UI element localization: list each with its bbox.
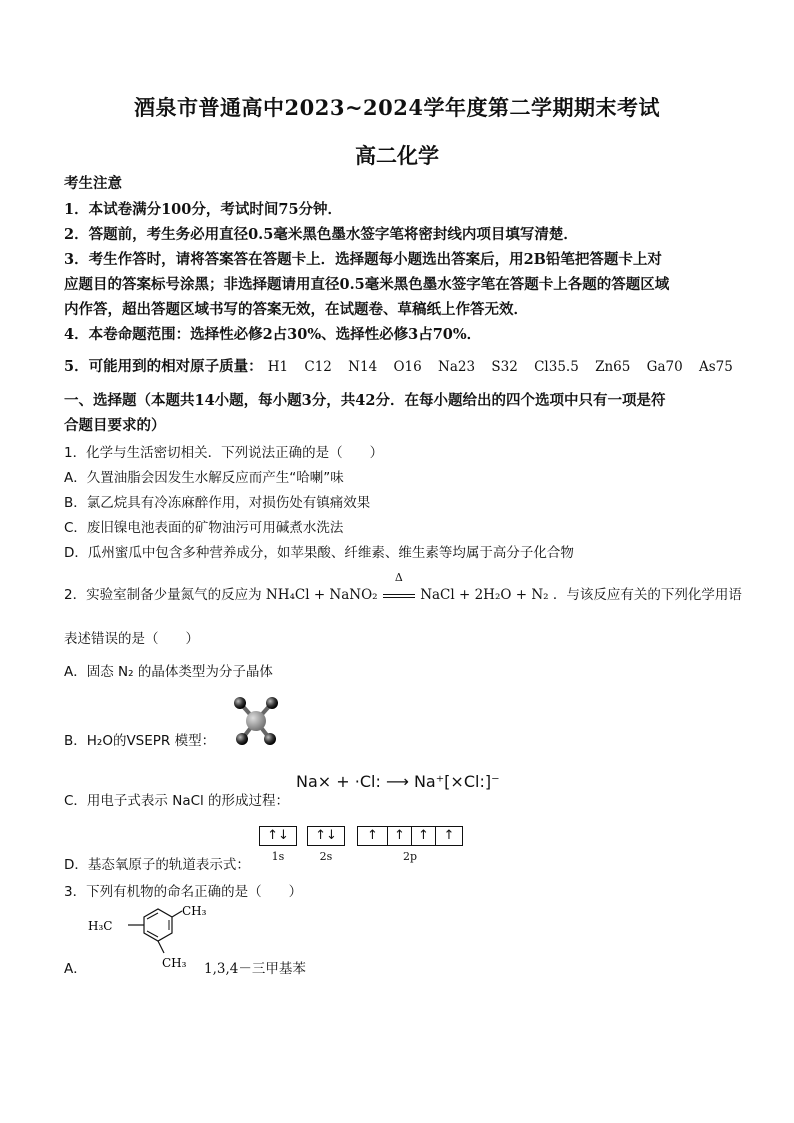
orbital-2s-label: 2s [319,850,333,863]
q3-stem: 3．下列有机物的命名正确的是（ ） [64,884,303,900]
atomic-mass-label: 5．可能用到的相对原子质量： [64,358,263,375]
q1-option-a: A．久置油脂会因发生水解反应而产生“哈喇”味 [64,470,344,486]
orbital-diagram [257,826,467,870]
q2-stem-cont: 表述错误的是（ ） [64,631,199,647]
trimethylbenzene-structure [86,905,216,975]
atom-na: Na23 [438,359,476,375]
notice-item-3-cont2: 内作答，超出答题区域书写的答案无效，在试题卷、草稿纸上作答无效． [64,301,528,318]
substituent-ch3-bottom: CH₃ [162,956,187,970]
orbital-2s-electrons: ↑↓ [315,828,337,843]
atom-c: C12 [304,359,332,375]
notice-item-1: 1．本试卷满分100分，考试时间75分钟． [64,201,343,218]
notice-item-3: 3．考生作答时，请将答案答在答题卡上．选择题每小题选出答案后，用2B铅笔把答题卡上对 [64,251,662,268]
vsepr-model-image [230,695,282,747]
section-heading: 一、选择题（本题共14小题，每小题3分，共42分．在每小题给出的四个选项中只有一项是符 [64,392,666,409]
orbital-1s-electrons: ↑↓ [267,828,289,843]
exam-title: 酒泉市普通高中2023~2024学年度第二学期期末考试 [134,95,660,120]
q1-stem: 1．化学与生活密切相关．下列说法正确的是（ ） [64,445,384,461]
orbital-2s-box [307,826,345,846]
notice-item-5 [64,355,745,376]
q3-option-a-label: A． [64,961,87,977]
nacl-electron-formula: Na× + ·Cl: ⟶ Na⁺[×Cl:]⁻ [296,772,500,791]
notice-item-2: 2．答题前，考生务必用直径0.5毫米黑色墨水签字笔将密封线内项目填写清楚． [64,226,578,243]
notice-item-3-cont1: 应题目的答案标号涂黑；非选择题请用直径0.5毫米黑色墨水签字笔在答题卡上各题的答题区域 [64,276,670,293]
q2-option-b: B．H₂O的VSEPR 模型： [64,733,216,749]
orbital-2p-slot-3: ↑ [412,827,436,845]
notice-heading: 考生注意 [64,175,122,192]
atom-n: N14 [348,359,378,375]
orbital-1s-label: 1s [271,850,285,863]
q1-option-d: D．瓜州蜜瓜中包含多种营养成分，如苹果酸、纤维素、维生素等均属于高分子化合物 [64,545,574,561]
atomic-mass-list [268,359,745,375]
notice-item-4: 4．本卷命题范围：选择性必修2占30%、选择性必修3占70%． [64,326,482,343]
orbital-2p-slot-2: ↑ [388,827,412,845]
orbital-2p-slot-1: ↑ [358,827,388,845]
atom-o: O16 [393,359,422,375]
atom-h: H1 [267,359,289,375]
q2-option-c: C．用电子式表示 NaCl 的形成过程： [64,793,290,809]
section-heading-cont: 合题目要求的） [64,417,166,434]
exam-subject: 高二化学 [355,143,439,168]
substituent-h3c: H₃C [88,919,113,933]
equals-arrow [383,594,415,598]
reaction-condition [382,571,416,603]
q2-stem-suffix: ．与该反应有关的下列化学用语 [552,587,742,603]
orbital-2p-label: 2p [402,850,418,863]
orbital-2p-slot-4: ↑ [443,828,455,843]
q3-option-a-name: 1,3,4－三甲基苯 [204,961,306,977]
orbital-1s-box [259,826,297,846]
q2-option-d: D．基态氧原子的轨道表示式： [64,857,250,873]
atom-s: S32 [491,359,518,375]
q2-option-a: A．固态 N₂ 的晶体类型为分子晶体 [64,664,273,680]
atom-ga: Ga70 [646,359,683,375]
q2-eq-right: NaCl + 2H₂O + N₂ [420,587,549,603]
substituent-ch3-top: CH₃ [182,905,207,918]
orbital-2p-box [357,826,463,846]
heat-symbol: Δ [394,571,403,584]
q1-option-b: B．氯乙烷具有冷冻麻醉作用，对损伤处有镇痛效果 [64,495,371,511]
atom-zn: Zn65 [595,359,631,375]
q1-option-c: C．废旧镍电池表面的矿物油污可用碱煮水洗法 [64,520,344,536]
q2-eq-left: NH₄Cl + NaNO₂ [265,587,378,603]
atom-as: As75 [698,359,733,375]
atom-cl: Cl35.5 [534,359,579,375]
q2-stem [64,571,742,603]
q2-stem-prefix: 2．实验室制备少量氮气的反应为 [64,587,262,603]
